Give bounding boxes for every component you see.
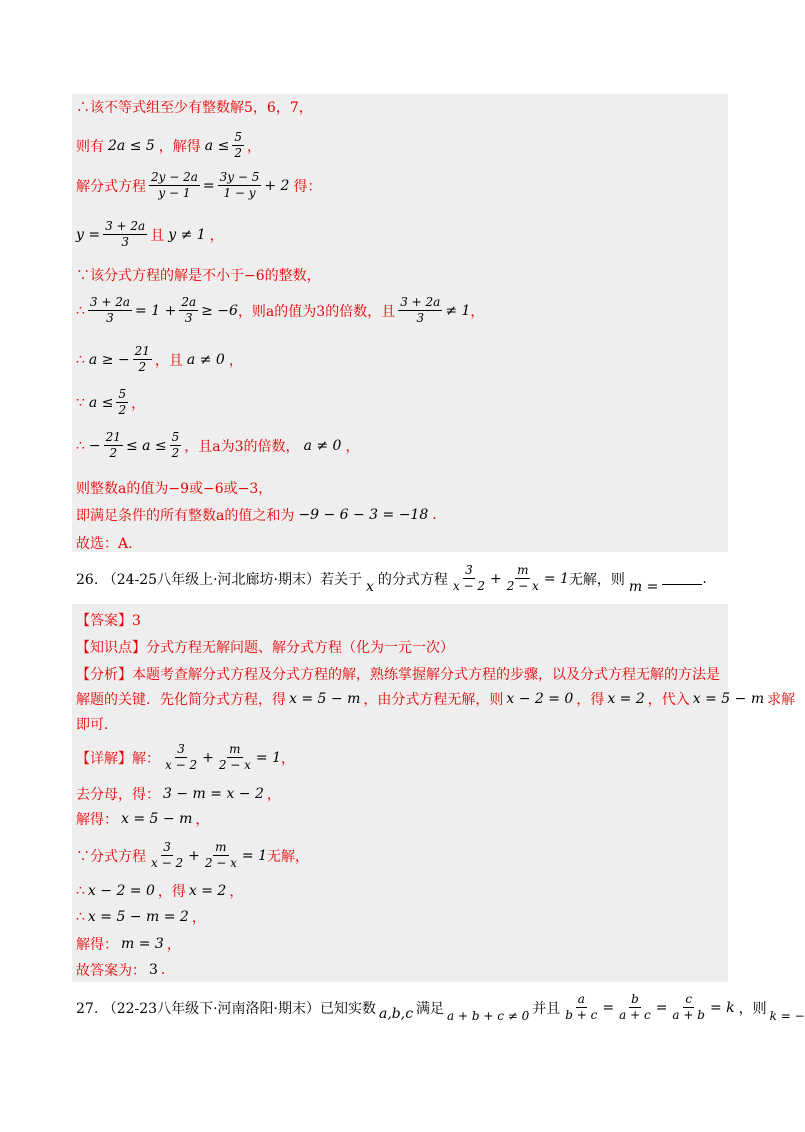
text: ∴ (76, 351, 85, 368)
text: 无解， (267, 848, 310, 865)
fraction-den: b + c (565, 1008, 598, 1022)
fraction (563, 992, 599, 1023)
math: = k (709, 999, 735, 1016)
fraction-num: b (631, 992, 639, 1006)
text: ， (131, 395, 146, 412)
fraction-num: 3 + 2a (400, 295, 441, 309)
text: ，得 (576, 692, 605, 708)
text: 26. （24-25八年级上·河北廊坊·期末）若关于 (76, 571, 362, 588)
fraction (149, 840, 185, 871)
line-integer-solutions: ∴该不等式组至少有整数解5，6，7， (76, 100, 313, 116)
fraction-den: 3 (106, 311, 114, 325)
math: x = 2 (607, 691, 645, 707)
text: ∵分式方程 (76, 848, 146, 865)
fraction-den: 3 (121, 235, 129, 249)
knowledge-point-line: 【知识点】分式方程无解问题、解分式方程（化为一元一次） (76, 640, 454, 656)
math: = 1 (543, 570, 569, 587)
math: 3 (149, 962, 158, 978)
math: m = 3 (121, 936, 164, 952)
math: = 1 + (135, 302, 177, 319)
question-26 (76, 563, 707, 594)
detail-line-3 (76, 809, 209, 829)
text: 解得： (76, 812, 118, 828)
math: x = 5 − m (289, 691, 361, 707)
math: a ≥ − (88, 351, 130, 368)
math: y = (76, 226, 101, 243)
text: ，由分式方程无解，则 (363, 692, 504, 708)
text: . (702, 570, 707, 587)
math: x (365, 578, 374, 595)
text: ， (229, 884, 244, 900)
math: − (88, 437, 101, 454)
text: ， (470, 303, 485, 320)
line-multiple-of-3 (76, 295, 484, 326)
text: 解题的关键．先化简分式方程，得 (76, 692, 286, 708)
analysis-line-3: 即可． (76, 717, 118, 733)
line-solve-equation (76, 170, 321, 201)
fraction-den: 2 (234, 146, 242, 160)
text: . (160, 962, 166, 978)
text: 去分母，得： (76, 787, 160, 803)
fraction-den: a + c (619, 1008, 651, 1022)
math: k = − (769, 1008, 805, 1023)
fraction (505, 563, 541, 594)
line-have (76, 130, 261, 161)
fraction-num: c (685, 992, 693, 1006)
fraction-den: 2 − x (218, 758, 251, 772)
text: ∴ (76, 302, 85, 319)
text: 解分式方程 (76, 178, 146, 195)
math: x = 5 − m = 2 (87, 909, 189, 925)
text: ， (281, 750, 296, 767)
text: 且 (150, 227, 165, 244)
answer-blank[interactable] (662, 572, 702, 585)
math: ≤ a ≤ (125, 437, 167, 454)
fraction-den: 2 (118, 403, 127, 417)
fraction-num: m (215, 840, 227, 854)
fraction-den: 2 − x (506, 579, 539, 593)
fraction-num: a (577, 992, 585, 1006)
text: 求解 (767, 692, 796, 708)
text: 故答案为： (76, 963, 146, 979)
fraction (217, 742, 253, 773)
math: + (188, 847, 200, 864)
line-a-range (76, 430, 359, 461)
text: ， (191, 910, 206, 926)
fraction-den: 3 (184, 311, 193, 325)
fraction (451, 563, 487, 594)
fraction (133, 344, 152, 375)
line-a-le (76, 387, 145, 418)
text: ，代入 (647, 692, 690, 708)
text: ，得 (157, 884, 186, 900)
fraction-den: x − 2 (165, 758, 198, 772)
text: 即满足条件的所有整数a的值之和为 (76, 508, 295, 524)
fraction (218, 170, 262, 201)
math: = 1 (241, 847, 268, 864)
detail-line-4 (76, 840, 309, 871)
text: ， (195, 812, 210, 828)
math: x = 2 (188, 883, 227, 899)
fraction-num: 3 + 2a (105, 219, 146, 233)
line-y-value (76, 219, 224, 250)
text: ∴ (76, 437, 85, 454)
fraction-num: 5 (118, 387, 127, 401)
fraction (203, 840, 239, 871)
fraction-den: y − 1 (158, 186, 191, 200)
fraction-num: m (517, 563, 529, 577)
fraction-num: 5 (234, 130, 242, 144)
fraction (116, 387, 128, 418)
fraction (104, 430, 123, 461)
text: 解得： (76, 937, 118, 953)
question-27 (76, 992, 805, 1023)
text: ，且 (154, 352, 183, 369)
math: a,b,c (378, 1005, 414, 1022)
text: 的分式方程 (377, 571, 448, 588)
math: a ≤ (88, 394, 114, 411)
math: m = (628, 578, 659, 595)
fraction-den: a + b (672, 1008, 705, 1022)
fraction-den: 2 (171, 446, 180, 460)
fraction-den: 2 − x (204, 856, 237, 870)
fraction-num: m (229, 742, 241, 756)
text: ， (345, 438, 360, 455)
math: 2a ≤ 5 (108, 137, 155, 154)
fraction-num: 3 (465, 563, 473, 577)
fraction-den: 3 (416, 311, 425, 325)
math: x = 5 − m (692, 691, 765, 707)
fraction (149, 170, 200, 201)
math: + 2 (264, 177, 290, 194)
text: 满足 (416, 1000, 445, 1017)
text: ，且a为3的倍数， (184, 438, 300, 455)
text: ∴ (76, 909, 85, 925)
math: a ≤ (204, 137, 230, 154)
line-solution-condition: ∵该分式方程的解是不小于−6的整数， (76, 268, 321, 284)
math: + (489, 570, 502, 587)
fraction-num: 5 (171, 430, 180, 444)
fraction-num: 3 (163, 840, 171, 854)
math: = (602, 999, 615, 1016)
math: a ≠ 0 (303, 437, 342, 454)
fraction-num: 3 (177, 742, 185, 756)
detail-line-6 (76, 907, 206, 927)
text: ， (166, 937, 181, 953)
text: ，则a的值为3的倍数，且 (237, 303, 396, 320)
answer-line: 【答案】3 (76, 613, 141, 629)
fraction (670, 992, 707, 1023)
text: 得： (293, 178, 322, 195)
text: ， (228, 352, 243, 369)
analysis-line-2 (76, 689, 795, 709)
fraction (232, 130, 244, 161)
fraction-num: 3y − 5 (219, 170, 260, 184)
fraction-den: 2 (109, 446, 118, 460)
math: ≠ 1 (445, 302, 471, 319)
fraction (163, 742, 199, 773)
math: = (655, 999, 668, 1016)
line-choice: 故选：A. (76, 536, 133, 552)
text: 无解，则 (568, 571, 625, 588)
line-integer-values: 则整数a的值为−9或−6或−3， (76, 481, 273, 497)
math: x − 2 = 0 (87, 883, 155, 899)
text: ∴ (76, 883, 85, 899)
fraction-den: x − 2 (151, 856, 184, 870)
math: x = 5 − m (121, 811, 193, 827)
detail-line-7 (76, 934, 181, 954)
text: ，解得 (158, 138, 201, 155)
fraction-den: 1 − y (223, 186, 256, 200)
text: 并且 (532, 1000, 561, 1017)
detail-line-5 (76, 881, 243, 901)
fraction-num: 2a (181, 295, 197, 309)
fraction-num: 21 (134, 344, 150, 358)
math: x − 2 = 0 (506, 691, 574, 707)
fraction-num: 3 + 2a (89, 295, 131, 309)
text: ，则 (738, 1000, 767, 1017)
math: y ≠ 1 (168, 226, 206, 243)
text: ∵ (76, 394, 85, 411)
math: = 1 (255, 749, 282, 766)
math: + (202, 749, 214, 766)
math: −9 − 6 − 3 = −18 (298, 507, 429, 523)
fraction-den: 2 (138, 360, 147, 374)
text: 【详解】解： (76, 750, 160, 767)
detail-line-1 (76, 742, 295, 773)
fraction (398, 295, 442, 326)
math: a ≠ 0 (186, 351, 225, 368)
math: 3 − m = x − 2 (163, 786, 264, 802)
fraction-den: x − 2 (452, 579, 485, 593)
math: ≥ −6 (201, 302, 238, 319)
text: ， (266, 787, 281, 803)
fraction-num: 21 (105, 430, 121, 444)
text: 27. （22-23八年级下·河南洛阳·期末）已知实数 (76, 1000, 376, 1017)
fraction (103, 219, 147, 250)
text: . (432, 507, 437, 523)
fraction (170, 430, 182, 461)
text: ， (209, 227, 224, 244)
text: ， (246, 138, 261, 155)
fraction (179, 295, 198, 326)
fraction-num: 2y − 2a (151, 170, 198, 184)
math: = (202, 177, 215, 194)
detail-line-2 (76, 784, 281, 804)
analysis-line-1: 【分析】本题考查解分式方程及分式方程的解，熟练掌握解分式方程的步骤，以及分式方程无解的方法是 (76, 667, 720, 683)
line-sum (76, 505, 437, 525)
detail-line-8 (76, 960, 165, 980)
text: 则有 (76, 138, 104, 155)
fraction (88, 295, 132, 326)
line-a-ge (76, 344, 243, 375)
fraction (617, 992, 653, 1023)
math: a + b + c ≠ 0 (447, 1008, 530, 1023)
